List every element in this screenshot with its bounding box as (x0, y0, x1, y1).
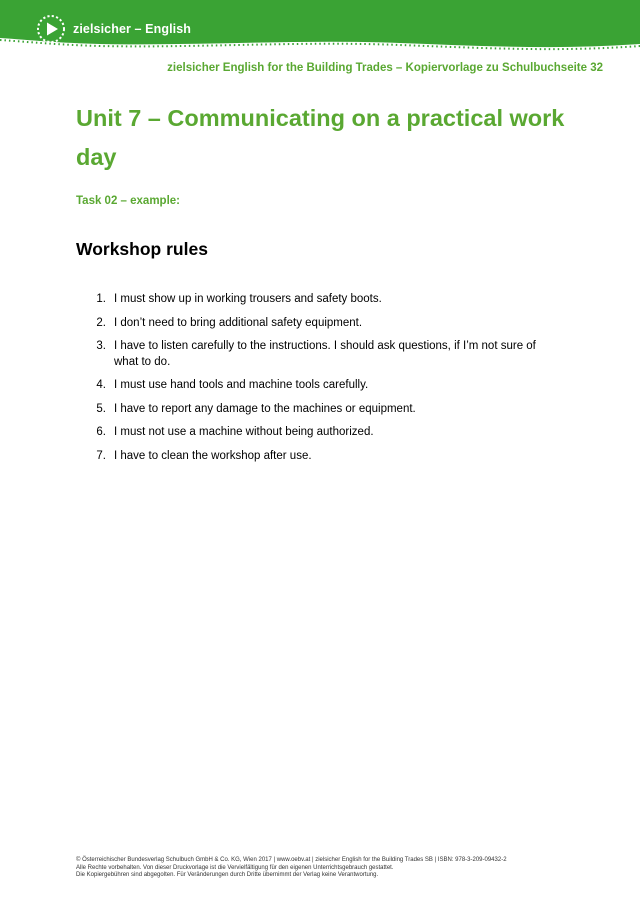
list-item (76, 449, 556, 465)
list-item-number: 1. (96, 293, 106, 305)
list-item-text: I have to report any damage to the machines or equipment. (114, 402, 416, 415)
list-item-number: 7. (96, 449, 106, 462)
task-label: Task 02 – example: (76, 195, 180, 207)
list-item-text: I must not use a machine without being authorized. (114, 426, 374, 438)
list-item-number: 2. (96, 316, 106, 329)
list-item (76, 378, 556, 394)
list-item (76, 339, 556, 370)
footer-line: Alle Rechte vorbehalten. Von dieser Druckvorlage ist die Vervielfältigung für den eigenen Unterrichtsgebrauch gestattet. (76, 864, 394, 871)
list-item-text: I don’t need to bring additional safety equipment. (114, 316, 363, 329)
list-item-number: 4. (96, 379, 106, 391)
brand-logo (36, 12, 191, 46)
list-item-text: I have to listen carefully to the instructions. I should ask questions, if I’m not sure of what to do. (114, 340, 536, 368)
list-item (76, 425, 556, 441)
footer-copyright (76, 857, 576, 880)
list-item-number: 3. (96, 340, 106, 352)
list-item (76, 292, 556, 308)
list-item-text: I have to clean the workshop after use. (114, 449, 312, 462)
list-item (76, 316, 556, 332)
section-heading: Workshop rules (76, 239, 208, 259)
footer-line: Die Kopiergebühren sind abgegolten. Für Veränderungen durch Dritte übernimmt der Verlag keine Verantwortung. (76, 872, 379, 878)
play-circle-icon (36, 14, 66, 44)
footer-line: © Österreichischer Bundesverlag Schulbuch GmbH & Co. KG, Wien 2017 | www.oebv.at | zielsicher English for the Building Trades SB | ISBN: 978-3-209-09432-2 (76, 857, 507, 863)
rules-list (76, 292, 556, 472)
list-item-number: 5. (96, 402, 106, 415)
list-item-text: I must show up in working trousers and safety boots. (114, 293, 382, 305)
list-item (76, 402, 556, 418)
page-title: Unit 7 – Communicating on a practical work day (76, 105, 565, 170)
running-head: zielsicher English for the Building Trades – Kopiervorlage zu Schulbuchseite 32 (167, 62, 603, 74)
list-item-text: I must use hand tools and machine tools carefully. (114, 379, 369, 391)
brand-name: zielsicher – English (73, 22, 192, 36)
list-item-number: 6. (96, 426, 106, 438)
